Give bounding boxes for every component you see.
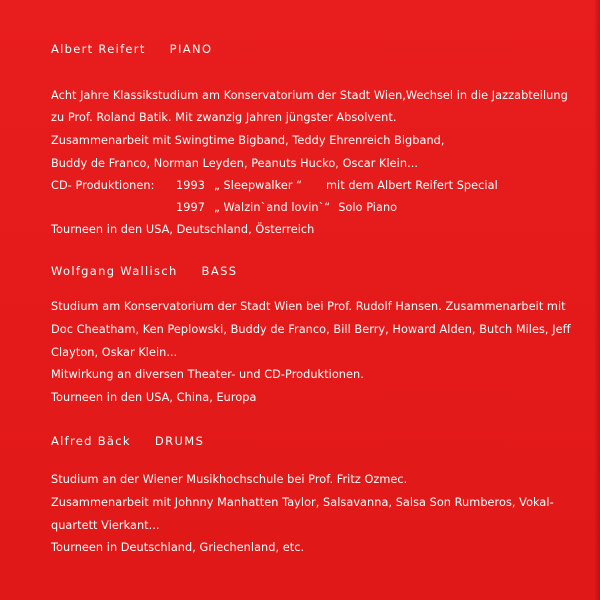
- bio-line: Tourneen in Deutschland, Griechenland, etc.: [51, 541, 305, 554]
- bio-line: Zusammenarbeit mit Swingtime Bigband, Teddy Ehrenreich Bigband,: [51, 134, 445, 147]
- cd-year: 1993: [176, 179, 205, 192]
- cd-production-row: [51, 201, 397, 215]
- musician-heading: [51, 264, 238, 278]
- page-edge-shadow: [594, 0, 600, 600]
- cd-note: Solo Piano: [338, 201, 398, 214]
- cd-year: 1997: [176, 201, 205, 214]
- musician-instrument: BASS: [201, 264, 238, 278]
- bio-line: Studium an der Wiener Musikhochschule bei Prof. Fritz Ozmec.: [51, 473, 408, 486]
- cd-title: „ Walzin`and lovin`“: [214, 201, 331, 214]
- bio-line: Mitwirkung an diversen Theater- und CD-Produktionen.: [51, 368, 364, 381]
- musician-instrument: PIANO: [169, 42, 213, 56]
- cd-note: mit dem Albert Reifert Special: [326, 179, 498, 192]
- bio-line: Zusammenarbeit mit Johnny Manhatten Taylor, Salsavanna, Salsa Son Rumberos, Vokal-: [51, 496, 554, 509]
- bio-line: Buddy de Franco, Norman Leyden, Peanuts Hucko, Oscar Klein...: [51, 157, 418, 170]
- cd-label: CD- Produktionen:: [51, 179, 155, 192]
- musician-name: Albert Reifert: [51, 42, 146, 56]
- tours-line: Tourneen in den USA, Deutschland, Österreich: [51, 223, 315, 236]
- cd-production-row: [51, 179, 498, 193]
- bio-line: Studium am Konservatorium der Stadt Wien bei Prof. Rudolf Hansen. Zusammenarbeit mit: [51, 300, 566, 313]
- musician-heading: [51, 434, 204, 448]
- musician-instrument: DRUMS: [154, 434, 205, 448]
- bio-line: zu Prof. Roland Batik. Mit zwanzig Jahren jüngster Absolvent.: [51, 111, 397, 124]
- bio-line: quartett Vierkant...: [51, 519, 160, 532]
- musician-heading: [51, 42, 213, 56]
- bio-line: Tourneen in den USA, China, Europa: [51, 391, 257, 404]
- bio-line: Doc Cheatham, Ken Peplowski, Buddy de Franco, Bill Berry, Howard Alden, Butch Miles, Jeff: [51, 323, 571, 336]
- bio-line: Clayton, Oskar Klein...: [51, 346, 178, 359]
- bio-line: Acht Jahre Klassikstudium am Konservatorium der Stadt Wien,Wechsel in die Jazzabteilung: [51, 89, 568, 102]
- musician-name: Wolfgang Wallisch: [51, 264, 178, 278]
- musician-name: Alfred Bäck: [51, 434, 131, 448]
- cd-title: „ Sleepwalker “: [214, 179, 303, 192]
